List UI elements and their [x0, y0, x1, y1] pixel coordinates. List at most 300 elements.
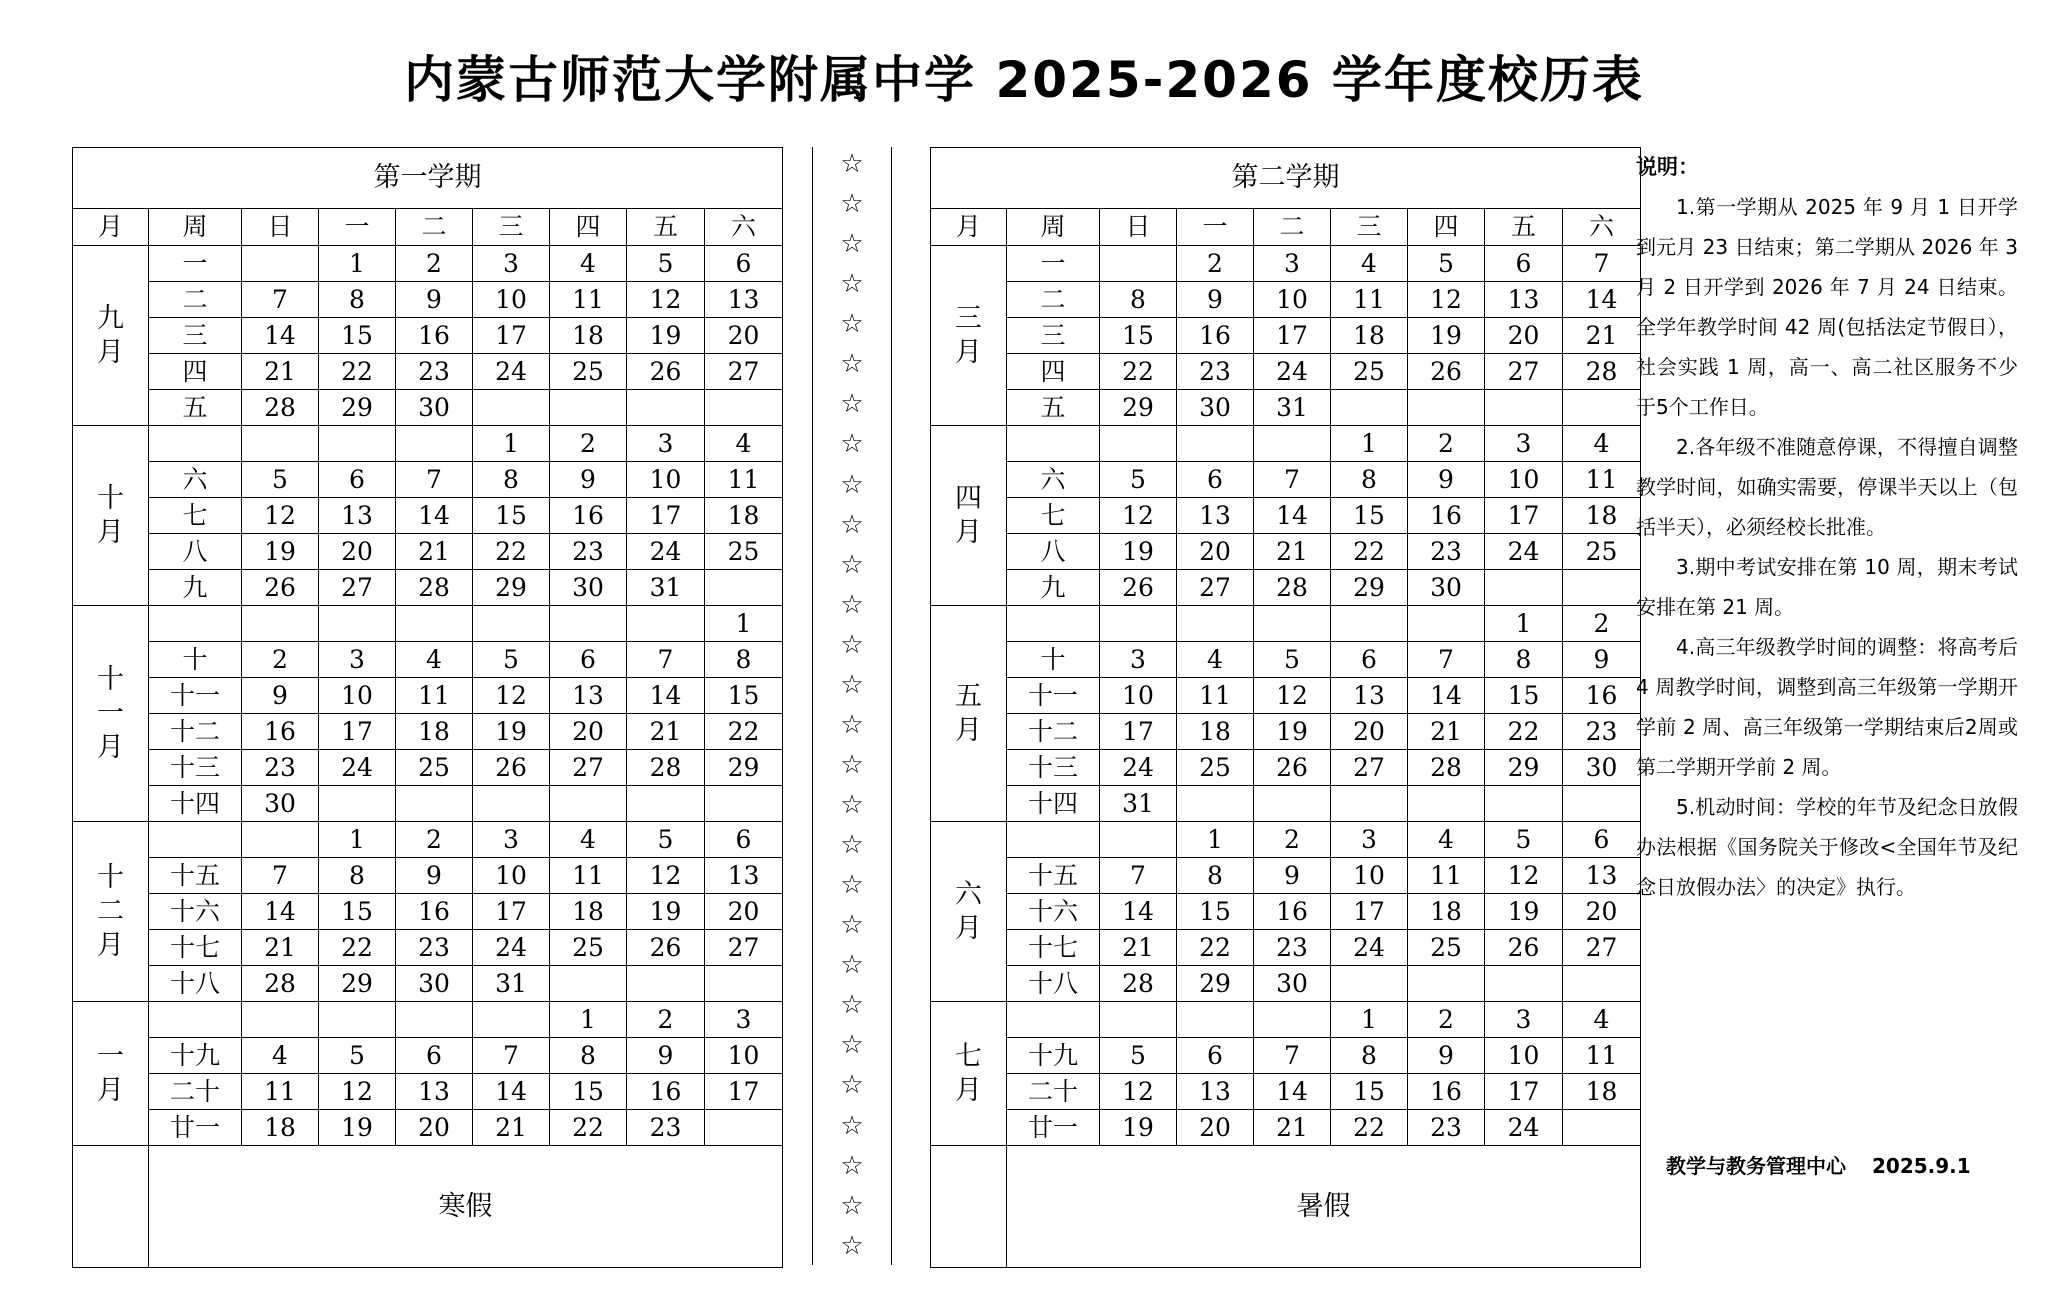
- day-cell: 10: [1254, 282, 1331, 318]
- month-name: 六月: [955, 878, 982, 944]
- day-cell: 16: [1408, 1074, 1485, 1110]
- day-cell: 30: [396, 390, 473, 426]
- day-cell: 21: [1408, 714, 1485, 750]
- day-cell: 2: [396, 822, 473, 858]
- column-header: 三: [1331, 209, 1408, 246]
- week-number: 八: [149, 534, 242, 570]
- week-number: 十: [1007, 642, 1100, 678]
- day-cell: 1: [1331, 426, 1408, 462]
- day-cell: 5: [627, 246, 705, 282]
- day-cell: 20: [550, 714, 627, 750]
- day-cell: [705, 966, 783, 1002]
- day-cell: 13: [1177, 1074, 1254, 1110]
- week-row: [73, 462, 783, 498]
- day-cell: 11: [550, 858, 627, 894]
- week-number: 二: [1007, 282, 1100, 318]
- week-number: 一: [149, 246, 242, 282]
- day-cell: [396, 606, 473, 642]
- note-item: 2.各年级不准随意停课，不得擅自调整教学时间，如确实需要，停课半天以上（包括半天），必须经校长批准。: [1636, 435, 2018, 539]
- day-cell: 27: [1485, 354, 1563, 390]
- day-cell: 28: [1254, 570, 1331, 606]
- week-number: 七: [149, 498, 242, 534]
- day-cell: 17: [627, 498, 705, 534]
- day-cell: 24: [1100, 750, 1177, 786]
- day-cell: 27: [550, 750, 627, 786]
- day-cell: 14: [1100, 894, 1177, 930]
- day-cell: [1254, 786, 1331, 822]
- day-cell: 31: [1254, 390, 1331, 426]
- week-row: [931, 354, 1641, 390]
- month-name: 三月: [955, 302, 982, 368]
- day-cell: 2: [1408, 426, 1485, 462]
- day-cell: [1485, 390, 1563, 426]
- column-header: 四: [550, 209, 627, 246]
- day-cell: 18: [1408, 894, 1485, 930]
- day-cell: 2: [627, 1002, 705, 1038]
- day-cell: 17: [1485, 498, 1563, 534]
- column-header: 四: [1408, 209, 1485, 246]
- day-cell: 16: [1408, 498, 1485, 534]
- day-cell: 28: [242, 390, 319, 426]
- day-cell: 19: [1408, 318, 1485, 354]
- star-icon: ☆: [840, 509, 864, 540]
- day-cell: 11: [1177, 678, 1254, 714]
- day-cell: 15: [1331, 1074, 1408, 1110]
- day-cell: 20: [1177, 534, 1254, 570]
- day-cell: 10: [473, 858, 550, 894]
- star-icon: ☆: [840, 389, 864, 420]
- week-number: 五: [149, 390, 242, 426]
- week-row: [931, 678, 1641, 714]
- week-number: 十四: [1007, 786, 1100, 822]
- column-header: 月: [931, 209, 1007, 246]
- week-number: 四: [1007, 354, 1100, 390]
- week-row: [73, 1002, 783, 1038]
- week-number: [149, 426, 242, 462]
- month-label: [931, 822, 1007, 1002]
- day-cell: [627, 606, 705, 642]
- day-cell: 11: [705, 462, 783, 498]
- day-cell: [1563, 390, 1641, 426]
- day-cell: 24: [1254, 354, 1331, 390]
- day-cell: 19: [1100, 534, 1177, 570]
- column-header: 月: [73, 209, 149, 246]
- day-cell: 18: [550, 318, 627, 354]
- day-cell: 1: [1331, 1002, 1408, 1038]
- week-number: 十九: [149, 1038, 242, 1074]
- day-cell: 5: [627, 822, 705, 858]
- footer: [1666, 1150, 2026, 1179]
- day-cell: 29: [1100, 390, 1177, 426]
- day-cell: 3: [705, 1002, 783, 1038]
- holiday-blank: [73, 1146, 149, 1268]
- month-label: [73, 606, 149, 822]
- day-cell: [1563, 786, 1641, 822]
- week-number: 七: [1007, 498, 1100, 534]
- day-cell: 17: [473, 894, 550, 930]
- day-cell: 8: [1331, 1038, 1408, 1074]
- day-cell: 9: [1177, 282, 1254, 318]
- month-name: 九月: [97, 302, 124, 368]
- day-cell: [473, 786, 550, 822]
- day-cell: 6: [1331, 642, 1408, 678]
- day-cell: 15: [319, 894, 396, 930]
- day-cell: 3: [1100, 642, 1177, 678]
- day-cell: 27: [705, 930, 783, 966]
- week-row: [931, 570, 1641, 606]
- day-cell: 21: [242, 930, 319, 966]
- day-cell: 29: [319, 390, 396, 426]
- month-name: 十月: [97, 482, 124, 548]
- day-cell: 30: [396, 966, 473, 1002]
- day-cell: [1331, 606, 1408, 642]
- day-cell: 23: [1563, 714, 1641, 750]
- footer-org: 教学与教务管理中心: [1666, 1154, 1846, 1178]
- day-cell: 10: [1485, 462, 1563, 498]
- week-row: [931, 1074, 1641, 1110]
- day-cell: 6: [550, 642, 627, 678]
- day-cell: [1177, 606, 1254, 642]
- day-cell: 4: [550, 246, 627, 282]
- day-cell: 11: [1408, 858, 1485, 894]
- star-icon: ☆: [840, 549, 864, 580]
- day-cell: 29: [1331, 570, 1408, 606]
- day-cell: 30: [242, 786, 319, 822]
- day-cell: 20: [1331, 714, 1408, 750]
- day-cell: 12: [1100, 1074, 1177, 1110]
- day-cell: 5: [1254, 642, 1331, 678]
- week-number: 十五: [1007, 858, 1100, 894]
- day-cell: [1177, 786, 1254, 822]
- day-cell: 21: [1100, 930, 1177, 966]
- week-row: [931, 1110, 1641, 1146]
- day-cell: 13: [396, 1074, 473, 1110]
- day-cell: 29: [1485, 750, 1563, 786]
- semester-title: 第二学期: [931, 148, 1641, 209]
- day-cell: [242, 822, 319, 858]
- day-cell: 16: [396, 894, 473, 930]
- day-cell: 26: [1254, 750, 1331, 786]
- day-cell: 28: [396, 570, 473, 606]
- star-icon: ☆: [840, 950, 864, 981]
- day-cell: 6: [705, 822, 783, 858]
- column-header: 一: [319, 209, 396, 246]
- week-row: [931, 714, 1641, 750]
- day-cell: 5: [1100, 1038, 1177, 1074]
- day-cell: 15: [1485, 678, 1563, 714]
- day-cell: 29: [705, 750, 783, 786]
- day-cell: 10: [319, 678, 396, 714]
- holiday-blank: [931, 1146, 1007, 1268]
- week-row: [73, 786, 783, 822]
- week-row: [73, 750, 783, 786]
- day-cell: 13: [705, 282, 783, 318]
- day-cell: 4: [242, 1038, 319, 1074]
- week-row: [931, 1002, 1641, 1038]
- day-cell: 14: [627, 678, 705, 714]
- week-number: 十一: [1007, 678, 1100, 714]
- day-cell: [1331, 786, 1408, 822]
- day-cell: 23: [1254, 930, 1331, 966]
- day-cell: 5: [1408, 246, 1485, 282]
- month-name: 四月: [955, 482, 982, 548]
- week-row: [73, 246, 783, 282]
- day-cell: 14: [1563, 282, 1641, 318]
- day-cell: 19: [1254, 714, 1331, 750]
- day-cell: 7: [1563, 246, 1641, 282]
- column-header: 五: [1485, 209, 1563, 246]
- day-cell: 1: [550, 1002, 627, 1038]
- week-row: [73, 498, 783, 534]
- day-cell: [473, 390, 550, 426]
- day-cell: 2: [1563, 606, 1641, 642]
- day-cell: 27: [1563, 930, 1641, 966]
- day-cell: 4: [1563, 426, 1641, 462]
- day-cell: 14: [396, 498, 473, 534]
- day-cell: [627, 966, 705, 1002]
- day-cell: 20: [319, 534, 396, 570]
- day-cell: 2: [1408, 1002, 1485, 1038]
- day-cell: 17: [705, 1074, 783, 1110]
- week-number: 十二: [149, 714, 242, 750]
- day-cell: 26: [1100, 570, 1177, 606]
- week-number: 十三: [1007, 750, 1100, 786]
- day-cell: 15: [1100, 318, 1177, 354]
- week-row: [73, 822, 783, 858]
- day-cell: 7: [396, 462, 473, 498]
- day-cell: 9: [550, 462, 627, 498]
- star-icon: ☆: [840, 229, 864, 260]
- week-row: [931, 822, 1641, 858]
- star-icon: ☆: [840, 669, 864, 700]
- day-cell: 18: [242, 1110, 319, 1146]
- day-cell: [473, 606, 550, 642]
- week-number: 十一: [149, 678, 242, 714]
- day-cell: 10: [1485, 1038, 1563, 1074]
- day-cell: 23: [1408, 1110, 1485, 1146]
- day-cell: 11: [396, 678, 473, 714]
- page-title: 内蒙古师范大学附属中学 2025-2026 学年度校历表: [404, 51, 1644, 109]
- month-label: [931, 1002, 1007, 1146]
- week-row: [73, 930, 783, 966]
- month-label: [73, 1002, 149, 1146]
- day-cell: 14: [473, 1074, 550, 1110]
- day-cell: 30: [1408, 570, 1485, 606]
- day-cell: 16: [1254, 894, 1331, 930]
- star-icon: ☆: [840, 910, 864, 941]
- day-cell: 25: [1408, 930, 1485, 966]
- day-cell: 15: [473, 498, 550, 534]
- day-cell: 18: [550, 894, 627, 930]
- month-label: [73, 246, 149, 426]
- day-cell: 2: [242, 642, 319, 678]
- day-cell: 13: [1177, 498, 1254, 534]
- week-number: [149, 606, 242, 642]
- day-cell: 18: [396, 714, 473, 750]
- week-row: [73, 570, 783, 606]
- day-cell: 8: [1331, 462, 1408, 498]
- day-cell: 24: [627, 534, 705, 570]
- day-cell: 19: [627, 318, 705, 354]
- day-cell: 16: [550, 498, 627, 534]
- month-label: [73, 822, 149, 1002]
- week-number: 十二: [1007, 714, 1100, 750]
- day-cell: 9: [1254, 858, 1331, 894]
- star-icon: ☆: [840, 749, 864, 780]
- day-cell: 8: [550, 1038, 627, 1074]
- day-cell: 19: [1100, 1110, 1177, 1146]
- week-number: 十八: [149, 966, 242, 1002]
- week-number: 二十: [149, 1074, 242, 1110]
- day-cell: [1485, 966, 1563, 1002]
- day-cell: 16: [396, 318, 473, 354]
- day-cell: 12: [1408, 282, 1485, 318]
- star-icon: ☆: [840, 830, 864, 861]
- day-cell: 17: [473, 318, 550, 354]
- week-row: [931, 282, 1641, 318]
- day-cell: 17: [1485, 1074, 1563, 1110]
- day-cell: [1485, 570, 1563, 606]
- day-cell: 6: [396, 1038, 473, 1074]
- day-cell: 9: [396, 858, 473, 894]
- day-cell: 16: [627, 1074, 705, 1110]
- day-cell: 23: [1408, 534, 1485, 570]
- day-cell: 15: [1177, 894, 1254, 930]
- day-cell: [1563, 1110, 1641, 1146]
- day-cell: 12: [473, 678, 550, 714]
- day-cell: 5: [319, 1038, 396, 1074]
- day-cell: [1100, 426, 1177, 462]
- week-row: [931, 534, 1641, 570]
- day-cell: 3: [1485, 426, 1563, 462]
- day-cell: [1408, 606, 1485, 642]
- day-cell: 26: [473, 750, 550, 786]
- day-cell: 25: [396, 750, 473, 786]
- week-number: 十三: [149, 750, 242, 786]
- day-cell: 29: [473, 570, 550, 606]
- week-row: [73, 894, 783, 930]
- day-cell: 23: [396, 354, 473, 390]
- day-cell: 26: [627, 930, 705, 966]
- day-cell: 28: [1563, 354, 1641, 390]
- day-cell: 13: [319, 498, 396, 534]
- day-cell: 23: [627, 1110, 705, 1146]
- day-cell: 15: [319, 318, 396, 354]
- day-cell: 24: [319, 750, 396, 786]
- week-number: 八: [1007, 534, 1100, 570]
- day-cell: [550, 966, 627, 1002]
- week-row: [931, 426, 1641, 462]
- day-cell: 22: [550, 1110, 627, 1146]
- week-number: 十五: [149, 858, 242, 894]
- day-cell: 8: [1177, 858, 1254, 894]
- week-row: [931, 930, 1641, 966]
- day-cell: 5: [1100, 462, 1177, 498]
- week-row: [931, 750, 1641, 786]
- week-row: [73, 966, 783, 1002]
- day-cell: 20: [1177, 1110, 1254, 1146]
- footer-date: 2025.9.1: [1872, 1154, 1971, 1178]
- day-cell: 1: [319, 822, 396, 858]
- day-cell: 21: [396, 534, 473, 570]
- day-cell: 2: [550, 426, 627, 462]
- month-name: 十二月: [97, 861, 124, 961]
- day-cell: 4: [396, 642, 473, 678]
- day-cell: 14: [242, 894, 319, 930]
- day-cell: 30: [1254, 966, 1331, 1002]
- day-cell: [242, 606, 319, 642]
- week-row: [73, 678, 783, 714]
- day-cell: 11: [242, 1074, 319, 1110]
- week-row: [73, 1110, 783, 1146]
- day-cell: 7: [473, 1038, 550, 1074]
- week-row: [73, 1074, 783, 1110]
- day-cell: 8: [473, 462, 550, 498]
- day-cell: 11: [1563, 1038, 1641, 1074]
- day-cell: 5: [242, 462, 319, 498]
- day-cell: [396, 1002, 473, 1038]
- day-cell: 20: [705, 318, 783, 354]
- week-row: [931, 246, 1641, 282]
- week-row: [73, 858, 783, 894]
- day-cell: 27: [1177, 570, 1254, 606]
- column-header: 日: [242, 209, 319, 246]
- day-cell: 23: [396, 930, 473, 966]
- holiday-label: 暑假: [1007, 1146, 1641, 1268]
- day-cell: 30: [1177, 390, 1254, 426]
- day-cell: 10: [473, 282, 550, 318]
- day-cell: 27: [705, 354, 783, 390]
- week-number: [149, 822, 242, 858]
- week-row: [73, 714, 783, 750]
- day-cell: 22: [1331, 1110, 1408, 1146]
- day-cell: 6: [1485, 246, 1563, 282]
- day-cell: 23: [550, 534, 627, 570]
- day-cell: [242, 426, 319, 462]
- day-cell: 24: [1485, 534, 1563, 570]
- star-icon: ☆: [840, 429, 864, 460]
- day-cell: 6: [1177, 462, 1254, 498]
- star-icon: ☆: [840, 1230, 864, 1261]
- day-cell: [550, 606, 627, 642]
- week-number: 廿一: [149, 1110, 242, 1146]
- day-cell: 13: [1563, 858, 1641, 894]
- week-number: 九: [149, 570, 242, 606]
- day-cell: [319, 606, 396, 642]
- star-icon: ☆: [840, 1070, 864, 1101]
- week-row: [73, 642, 783, 678]
- star-icon: ☆: [840, 269, 864, 300]
- day-cell: 12: [1485, 858, 1563, 894]
- column-header: 日: [1100, 209, 1177, 246]
- day-cell: 7: [1100, 858, 1177, 894]
- day-cell: 16: [1563, 678, 1641, 714]
- day-cell: 18: [1563, 498, 1641, 534]
- day-cell: [242, 1002, 319, 1038]
- semester-title: 第一学期: [73, 148, 783, 209]
- day-cell: 22: [319, 354, 396, 390]
- day-cell: 9: [1408, 462, 1485, 498]
- week-number: [1007, 606, 1100, 642]
- day-cell: 21: [1254, 534, 1331, 570]
- day-cell: [1331, 966, 1408, 1002]
- day-cell: 12: [627, 282, 705, 318]
- column-header: 六: [705, 209, 783, 246]
- day-cell: 30: [1563, 750, 1641, 786]
- week-number: 六: [1007, 462, 1100, 498]
- day-cell: 1: [1177, 822, 1254, 858]
- star-icon: ☆: [840, 990, 864, 1021]
